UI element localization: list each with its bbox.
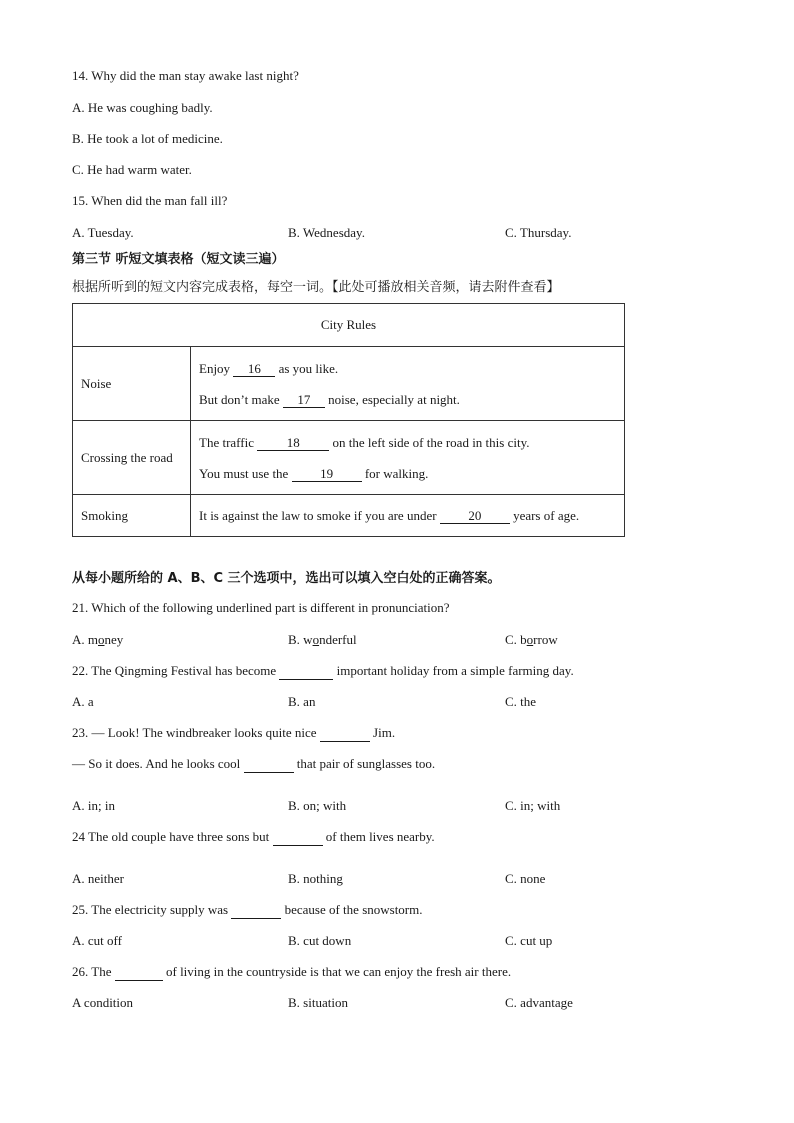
answer-blank <box>244 756 294 773</box>
section-3-instruction: 根据所听到的短文内容完成表格，每空一词。【此处可播放相关音频，请去附件查看】 <box>72 280 560 295</box>
question-14-stem: 14. Why did the man stay awake last night? <box>72 68 299 83</box>
row-label-crossing: Crossing the road <box>73 421 191 495</box>
crossing-line1-pre: The traffic <box>199 434 258 450</box>
noise-line2-post: noise, especially at night. <box>324 391 460 407</box>
question-15-option-b: B. Wednesday. <box>288 225 365 240</box>
blank-19: 19 <box>292 467 362 482</box>
question-22-option-a: A. a <box>72 694 94 709</box>
question-22-option-c: C. the <box>505 694 537 709</box>
question-26-option-c: C. advantage <box>505 995 573 1010</box>
row-label-noise: Noise <box>73 347 191 421</box>
question-24-option-c: C. none <box>505 871 546 886</box>
question-23-option-c: C. in; with <box>505 798 561 813</box>
answer-blank <box>231 902 281 919</box>
question-23-option-b: B. on; with <box>288 798 347 813</box>
question-14-option-c: C. He had warm water. <box>72 162 192 177</box>
question-21-stem: 21. Which of the following underlined part is different in pronunciation? <box>72 600 450 615</box>
smoking-line1-pre: It is against the law to smoke if you are under <box>199 508 440 523</box>
question-15-stem: 15. When did the man fall ill? <box>72 193 228 208</box>
row-content-crossing <box>191 421 625 495</box>
question-26-option-b: B. situation <box>288 995 348 1010</box>
city-rules-table <box>72 303 625 537</box>
question-21-option-c: C. borrow <box>505 632 558 647</box>
question-22-option-b: B. an <box>288 694 316 709</box>
noise-line1-pre: Enjoy <box>199 360 234 376</box>
crossing-line1-post: on the left side of the road in this city. <box>329 434 530 450</box>
section-4-title: 从每小题所给的 A、B、C 三个选项中，选出可以填入空白处的正确答案。 <box>72 571 501 586</box>
question-25-stem: 25. The electricity supply was because of the snowstorm. <box>72 902 423 917</box>
question-22-stem: 22. The Qingming Festival has become important holiday from a simple farming day. <box>72 663 574 678</box>
crossing-line2-pre: You must use the <box>199 465 292 481</box>
question-23-line2: — So it does. And he looks cool that pair of sunglasses too. <box>72 756 436 771</box>
question-23-line1: 23. — Look! The windbreaker looks quite nice Jim. <box>72 725 396 740</box>
question-24-option-b: B. nothing <box>288 871 343 886</box>
question-24-option-a: A. neither <box>72 871 124 886</box>
answer-blank <box>320 725 370 742</box>
blank-18: 18 <box>257 436 329 451</box>
question-23-option-a: A. in; in <box>72 798 115 813</box>
question-14-option-b: B. He took a lot of medicine. <box>72 131 223 146</box>
table-title: City Rules <box>73 304 625 347</box>
question-21-option-b: B. wonderful <box>288 632 357 647</box>
answer-blank <box>115 964 163 981</box>
question-15-option-c: C. Thursday. <box>505 225 572 240</box>
question-21-option-a: A. money <box>72 632 124 647</box>
noise-line2-pre: But don’t make <box>199 391 283 407</box>
question-14-option-a: A. He was coughing badly. <box>72 100 213 115</box>
smoking-line1-post: years of age. <box>509 508 580 523</box>
section-3-title: 第三节 听短文填表格（短文读三遍） <box>72 252 285 267</box>
blank-20: 20 <box>440 509 510 524</box>
question-25-option-c: C. cut up <box>505 933 553 948</box>
answer-blank <box>273 829 323 846</box>
question-26-stem: 26. The of living in the countryside is that we can enjoy the fresh air there. <box>72 964 512 979</box>
row-label-smoking: Smoking <box>73 495 191 537</box>
row-content-noise <box>191 347 625 421</box>
question-26-option-a: A condition <box>72 995 134 1010</box>
question-25-option-a: A. cut off <box>72 933 122 948</box>
blank-16: 16 <box>233 362 275 377</box>
row-content-smoking <box>191 495 625 537</box>
crossing-line2-post: for walking. <box>361 465 429 481</box>
question-24-stem: 24 The old couple have three sons but of them lives nearby. <box>72 829 435 844</box>
answer-blank <box>279 663 333 680</box>
question-15-option-a: A. Tuesday. <box>72 225 134 240</box>
blank-17: 17 <box>283 393 325 408</box>
question-25-option-b: B. cut down <box>288 933 352 948</box>
noise-line1-post: as you like. <box>275 360 339 376</box>
